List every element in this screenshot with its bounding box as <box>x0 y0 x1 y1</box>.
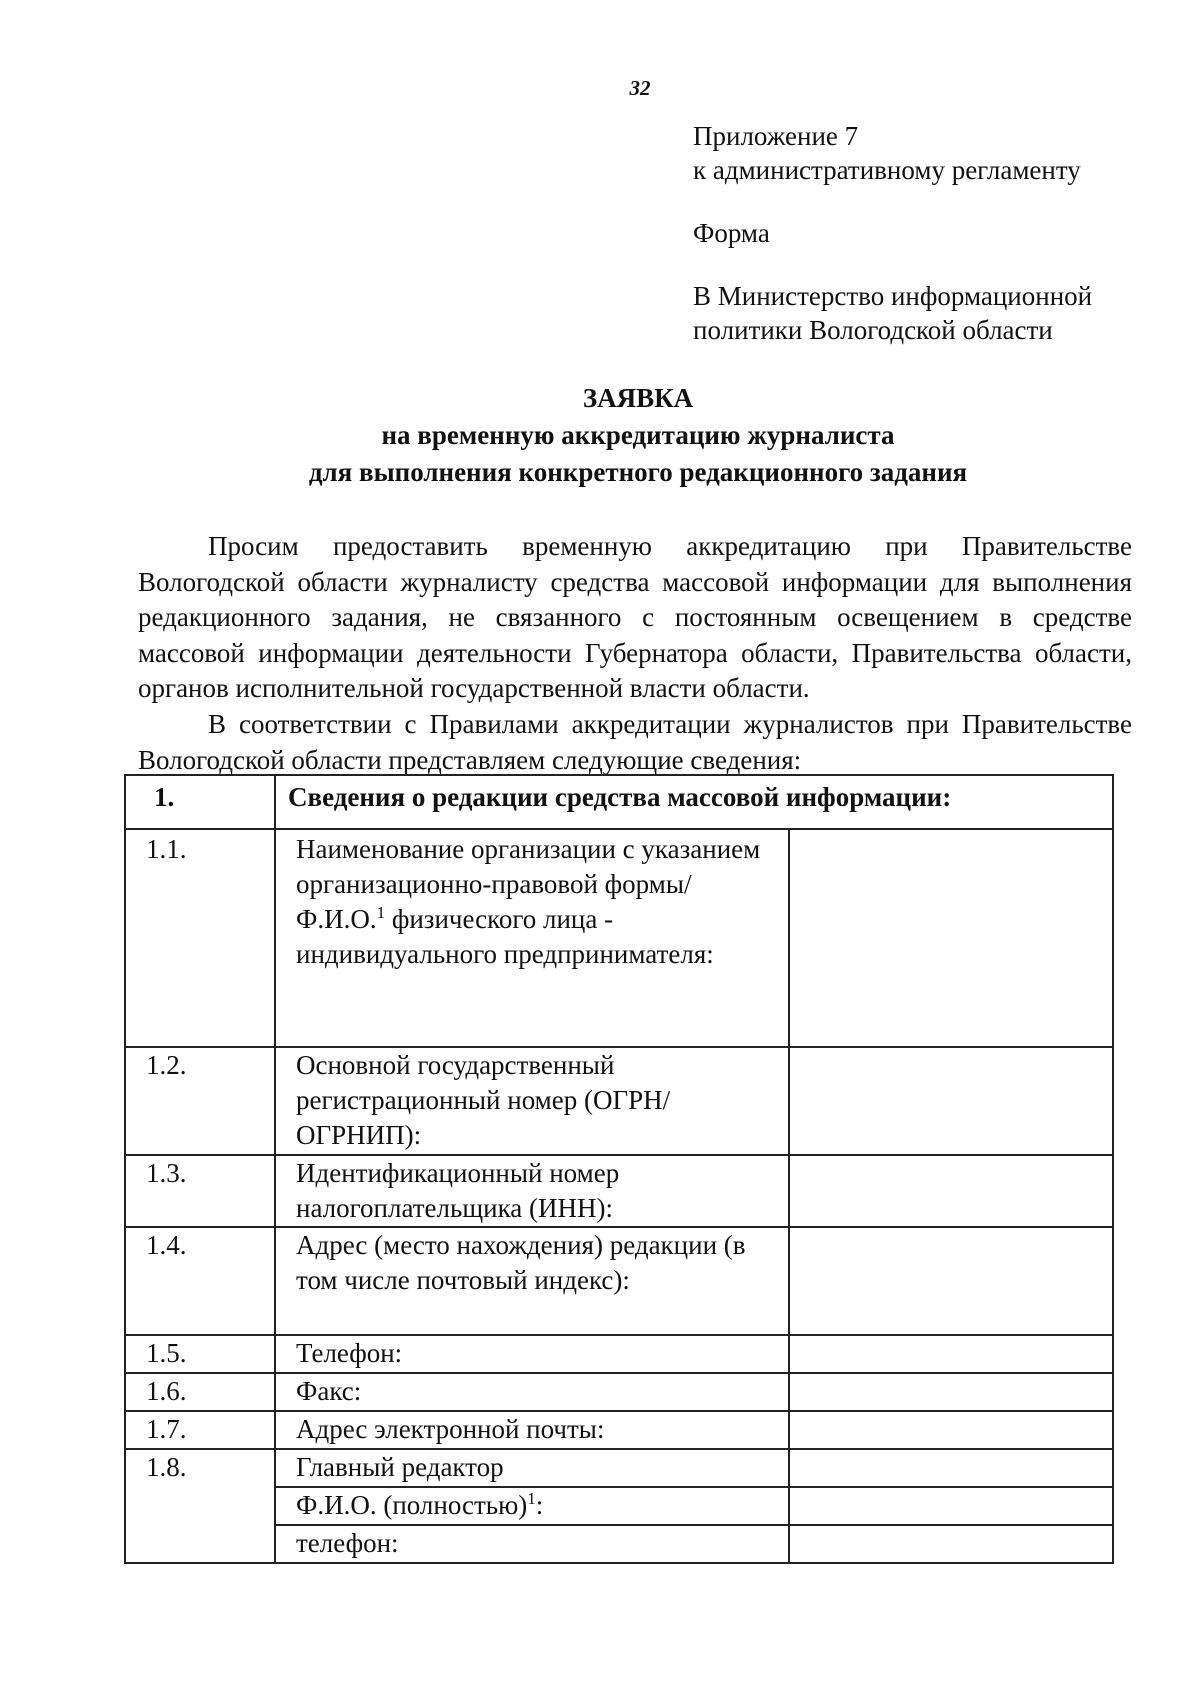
row-value-field[interactable] <box>789 1155 1113 1227</box>
row-number: 1.4. <box>125 1227 275 1335</box>
row-label-text: физического лица - индивидуального предпринимателя: <box>296 904 714 969</box>
row-label-text: Наименование организации с указанием организационно-правовой формы/Ф.И.О. <box>296 834 761 934</box>
appendix-line: Приложение 7 <box>693 121 859 151</box>
row-value-field[interactable] <box>789 1335 1113 1373</box>
row-value-field[interactable] <box>789 1227 1113 1335</box>
subrow-label: телефон: <box>275 1525 789 1563</box>
recipient-line: В Министерство информационной <box>693 281 1093 311</box>
subrow-label-text: Ф.И.О. (полностью) <box>296 1490 528 1520</box>
row-label: Главный редактор <box>275 1449 789 1487</box>
row-label: Основной государственный регистрационный номер (ОГРН/ОГРНИП): <box>275 1047 789 1155</box>
row-value-field[interactable] <box>789 1373 1113 1411</box>
table-row <box>125 1449 1113 1487</box>
subrow-value-field[interactable] <box>789 1525 1113 1563</box>
body-text <box>138 529 1132 778</box>
appendix-block <box>693 119 1092 347</box>
row-label: Адрес электронной почты: <box>275 1411 789 1449</box>
form-label: Форма <box>693 218 770 248</box>
row-number: 1.6. <box>125 1373 275 1411</box>
body-paragraph: В соответствии с Правилами аккредитации журналистов при Правительстве Вологодской области представляем следующие сведения: <box>138 708 1132 775</box>
row-number: 1.5. <box>125 1335 275 1373</box>
row-number: 1.2. <box>125 1047 275 1155</box>
table-row <box>125 1047 1113 1155</box>
section-number: 1. <box>125 775 275 829</box>
appendix-line: к административному регламенту <box>693 155 1081 185</box>
row-number: 1.7. <box>125 1411 275 1449</box>
table-row <box>125 1227 1113 1335</box>
recipient-line: политики Вологодской области <box>693 315 1053 345</box>
info-table <box>124 774 1114 1564</box>
row-number: 1.1. <box>125 829 275 1047</box>
row-label: Факс: <box>275 1373 789 1411</box>
row-number: 1.8. <box>125 1449 275 1563</box>
table-row <box>125 1411 1113 1449</box>
title-line: для выполнения конкретного редакционного задания <box>308 457 968 487</box>
table-row <box>125 1373 1113 1411</box>
row-label: Адрес (место нахождения) редакции (в том числе почтовый индекс): <box>275 1227 789 1335</box>
section-title: Сведения о редакции средства массовой информации: <box>275 775 1113 829</box>
row-value-field[interactable] <box>789 1411 1113 1449</box>
title-line: на временную аккредитацию журналиста <box>381 420 895 450</box>
table-row <box>125 1335 1113 1373</box>
table-row <box>125 1155 1113 1227</box>
table-row <box>125 829 1113 1047</box>
document-title <box>138 380 1138 491</box>
subrow-label <box>275 1487 789 1525</box>
table-section-header <box>125 775 1113 829</box>
subrow-label-suffix: : <box>535 1490 544 1520</box>
page-number: 32 <box>629 76 651 100</box>
body-paragraph: Просим предоставить временную аккредитацию при Правительстве Вологодской области журналисту средства массовой информации для выполнения редакционного задания, не связанного с постоянным освещением в средстве массовой информации деятельности Губернатора области, Правительства области, органов исполнительной государственной власти области. <box>138 531 1132 704</box>
subrow-value-field[interactable] <box>789 1487 1113 1525</box>
row-label: Идентификационный номер налогоплательщика (ИНН): <box>275 1155 789 1227</box>
title-main: ЗАЯВКА <box>582 383 694 413</box>
row-label <box>275 829 789 1047</box>
row-value-field[interactable] <box>789 1449 1113 1487</box>
row-value-field[interactable] <box>789 829 1113 1047</box>
row-label: Телефон: <box>275 1335 789 1373</box>
footnote-mark: 1 <box>527 1489 536 1508</box>
row-number: 1.3. <box>125 1155 275 1227</box>
footnote-mark: 1 <box>376 903 386 922</box>
row-value-field[interactable] <box>789 1047 1113 1155</box>
